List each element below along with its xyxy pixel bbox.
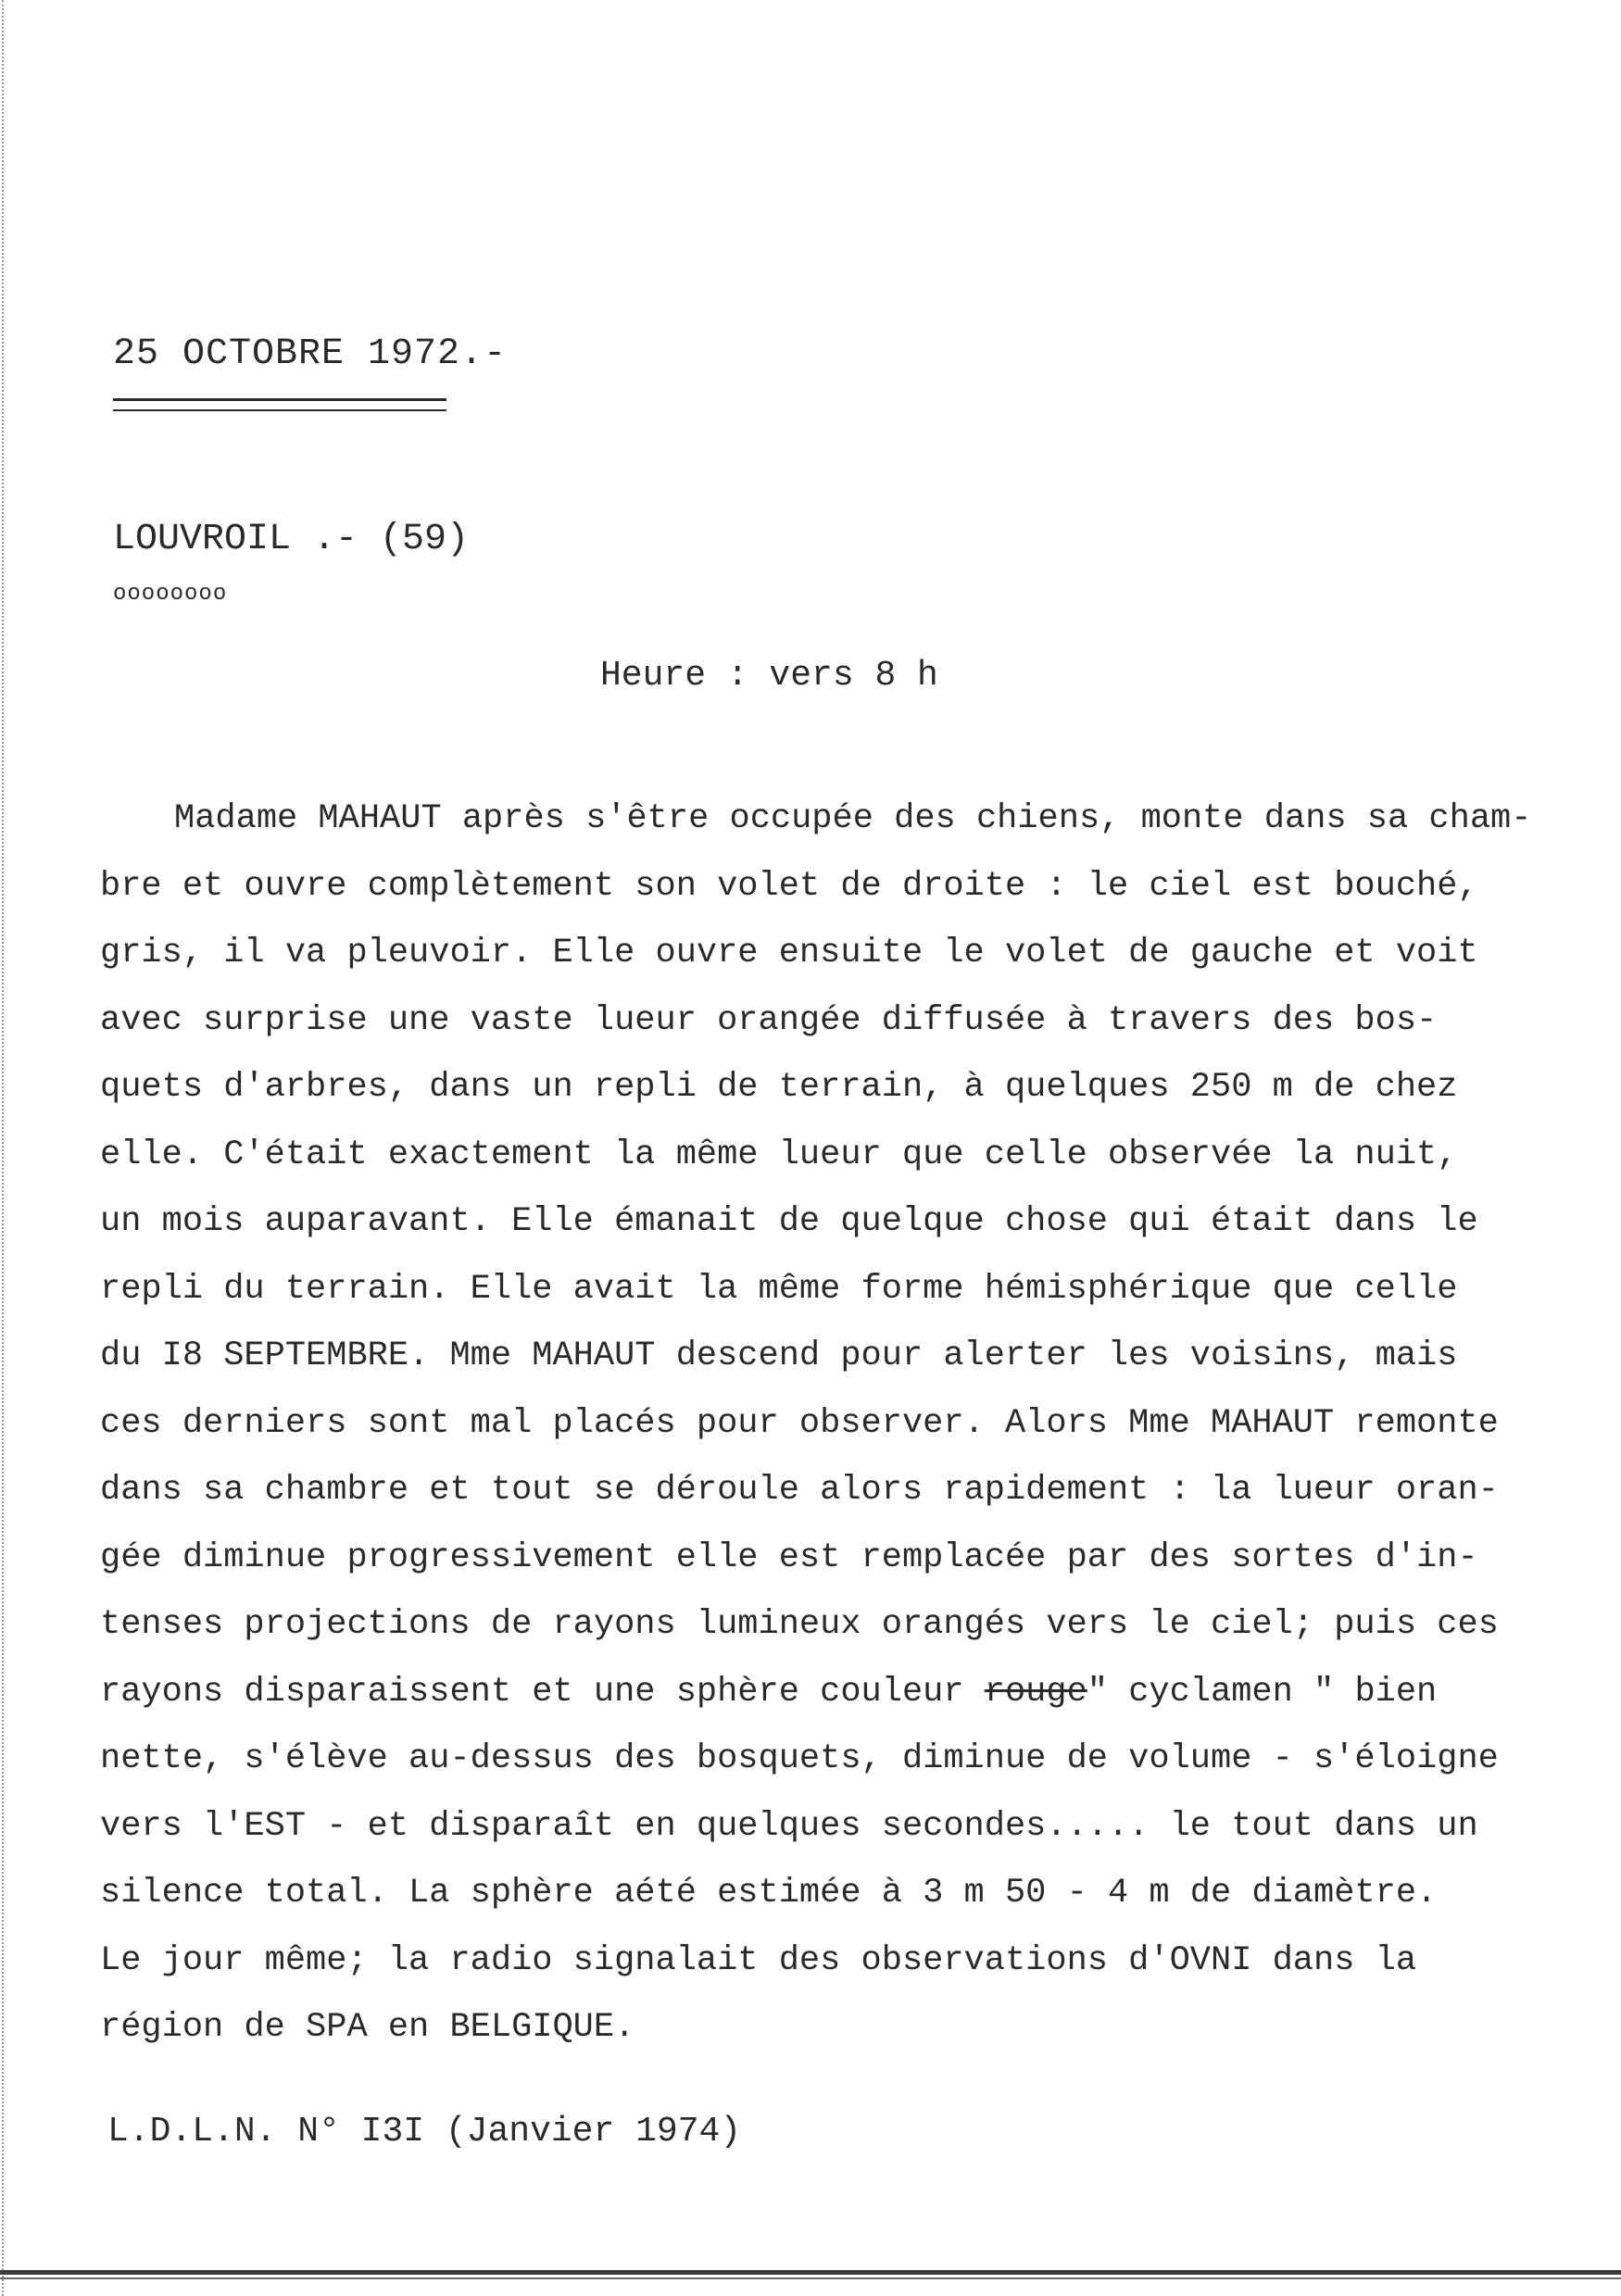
place-decoration: oooooooo: [113, 582, 228, 607]
body-line: gris, il va pleuvoir. Elle ouvre ensuite le volet de gauche et voit: [100, 934, 1478, 972]
body-line: nette, s'élève au-dessus des bosquets, diminue de volume - s'éloigne: [100, 1739, 1499, 1778]
body-line: un mois auparavant. Elle émanait de quelque chose qui était dans le: [100, 1202, 1478, 1241]
body-line: elle. C'était exactement la même lueur que celle observée la nuit,: [100, 1135, 1458, 1174]
body-line: vers l'EST - et disparaît en quelques secondes..... le tout dans un: [100, 1806, 1478, 1846]
body-line-tail: " cyclamen " bien: [1087, 1672, 1438, 1712]
report-hour: Heure : vers 8 h: [600, 656, 938, 696]
bottom-rule-thin: [0, 2277, 1621, 2279]
body-line: Le jour même; la radio signalait des observations d'OVNI dans la: [100, 1940, 1417, 1980]
scan-left-edge: [2, 0, 4, 2296]
report-date: 25 OCTOBRE 1972.-: [113, 333, 508, 375]
body-line-head: rayons disparaissent et une sphère couleur: [100, 1672, 985, 1712]
body-line: région de SPA en BELGIQUE.: [100, 2008, 635, 2047]
body-line: dans sa chambre et tout se déroule alors rapidement : la lueur oran-: [100, 1471, 1499, 1510]
struck-word: rouge: [984, 1672, 1087, 1712]
body-line-with-correction: [100, 1659, 1601, 1726]
report-place: LOUVROIL .- (59): [113, 519, 470, 560]
date-underline-double: [113, 409, 446, 411]
body-line: bre et ouvre complètement son volet de droite : le ciel est bouché,: [100, 866, 1478, 906]
body-line: gée diminue progressivement elle est remplacée par des sortes d'in-: [100, 1537, 1478, 1577]
body-line: tenses projections de rayons lumineux orangés vers le ciel; puis ces: [100, 1605, 1499, 1644]
bottom-rule: [0, 2270, 1621, 2275]
body-line: ces derniers sont mal placés pour observer. Alors Mme MAHAUT remonte: [100, 1403, 1499, 1443]
body-line: avec surprise une vaste lueur orangée diffusée à travers des bos-: [100, 1000, 1438, 1040]
source-reference: L.D.L.N. N° I3I (Janvier 1974): [107, 2112, 742, 2152]
body-line: Madame MAHAUT après s'être occupée des chiens, monte dans sa cham-: [174, 799, 1532, 838]
body-line: repli du terrain. Elle avait la même forme hémisphérique que celle: [100, 1269, 1458, 1309]
date-underline: [113, 398, 446, 401]
report-body: [100, 785, 1601, 2062]
body-line: silence total. La sphère aété estimée à 3 m 50 - 4 m de diamètre.: [100, 1874, 1438, 1913]
body-line: du I8 SEPTEMBRE. Mme MAHAUT descend pour alerter les voisins, mais: [100, 1336, 1458, 1375]
body-line: quets d'arbres, dans un repli de terrain, à quelques 250 m de chez: [100, 1068, 1458, 1107]
